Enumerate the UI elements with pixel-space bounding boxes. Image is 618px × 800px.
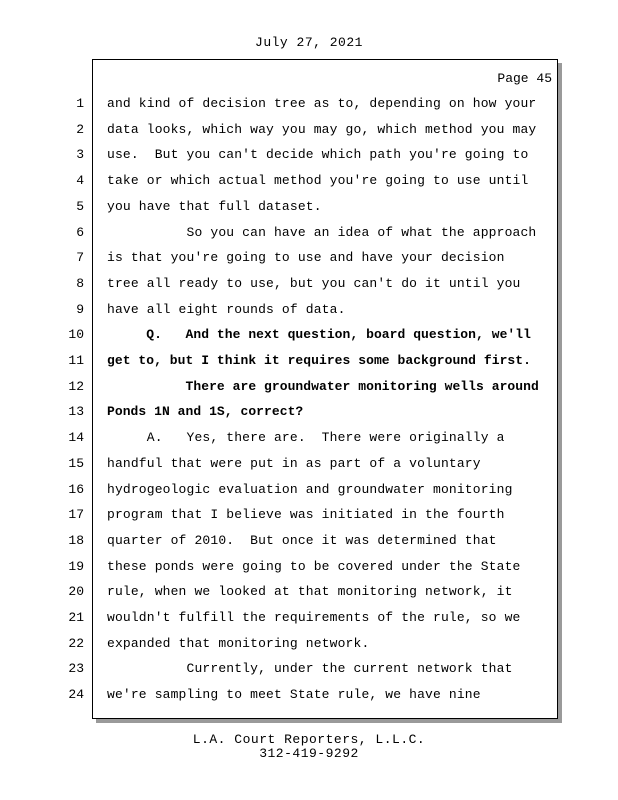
line-number: 10: [68, 327, 84, 342]
transcript-line: data looks, which way you may go, which method you may: [107, 122, 537, 137]
line-number: 8: [76, 276, 84, 291]
line-number: 7: [76, 250, 84, 265]
transcript-line: these ponds were going to be covered under the State: [107, 559, 521, 574]
transcript-line: you have that full dataset.: [107, 199, 322, 214]
transcript-line: have all eight rounds of data.: [107, 302, 346, 317]
transcript-line: There are groundwater monitoring wells around: [107, 379, 539, 394]
line-number: 19: [68, 559, 84, 574]
transcript-line: So you can have an idea of what the approach: [107, 225, 537, 240]
line-number: 11: [68, 353, 84, 368]
line-number: 4: [76, 173, 84, 188]
line-number: 6: [76, 225, 84, 240]
transcript-line: we're sampling to meet State rule, we have nine: [107, 687, 481, 702]
line-number: 18: [68, 533, 84, 548]
transcript-line: expanded that monitoring network.: [107, 636, 370, 651]
transcript-line: Q. And the next question, board question, we'll: [107, 327, 531, 342]
transcript-line: Currently, under the current network that: [107, 661, 513, 676]
header-date: July 27, 2021: [255, 35, 363, 50]
line-number: 15: [68, 456, 84, 471]
line-number: 16: [68, 482, 84, 497]
transcript-line: A. Yes, there are. There were originally a: [107, 430, 505, 445]
line-number: 13: [68, 404, 84, 419]
transcript-line: is that you're going to use and have your decision: [107, 250, 505, 265]
transcript-line: use. But you can't decide which path you're going to: [107, 147, 529, 162]
line-number: 14: [68, 430, 84, 445]
line-number: 17: [68, 507, 84, 522]
transcript-line: and kind of decision tree as to, depending on how your: [107, 96, 537, 111]
line-number: 5: [76, 199, 84, 214]
line-number: 20: [68, 584, 84, 599]
transcript-line: tree all ready to use, but you can't do it until you: [107, 276, 521, 291]
transcript-line: get to, but I think it requires some background first.: [107, 353, 531, 368]
line-number: 1: [76, 96, 84, 111]
line-number: 21: [68, 610, 84, 625]
line-number: 22: [68, 636, 84, 651]
footer-phone: 312-419-9292: [259, 746, 359, 761]
transcript-line: quarter of 2010. But once it was determined that: [107, 533, 497, 548]
line-number: 2: [76, 122, 84, 137]
footer: [0, 733, 618, 761]
page-number: Page 45: [497, 71, 552, 86]
line-number: 9: [76, 302, 84, 317]
footer-company: L.A. Court Reporters, L.L.C.: [192, 732, 426, 747]
transcript-line: rule, when we looked at that monitoring network, it: [107, 584, 513, 599]
transcript-line: handful that were put in as part of a voluntary: [107, 456, 481, 471]
line-number: 3: [76, 147, 84, 162]
transcript-line: Ponds 1N and 1S, correct?: [107, 404, 304, 419]
line-number: 12: [68, 379, 84, 394]
line-number: 23: [68, 661, 84, 676]
transcript-line: hydrogeologic evaluation and groundwater monitoring: [107, 482, 513, 497]
line-number: 24: [68, 687, 84, 702]
transcript-line: take or which actual method you're going to use until: [107, 173, 529, 188]
transcript-line: wouldn't fulfill the requirements of the rule, so we: [107, 610, 521, 625]
transcript-line: program that I believe was initiated in the fourth: [107, 507, 505, 522]
